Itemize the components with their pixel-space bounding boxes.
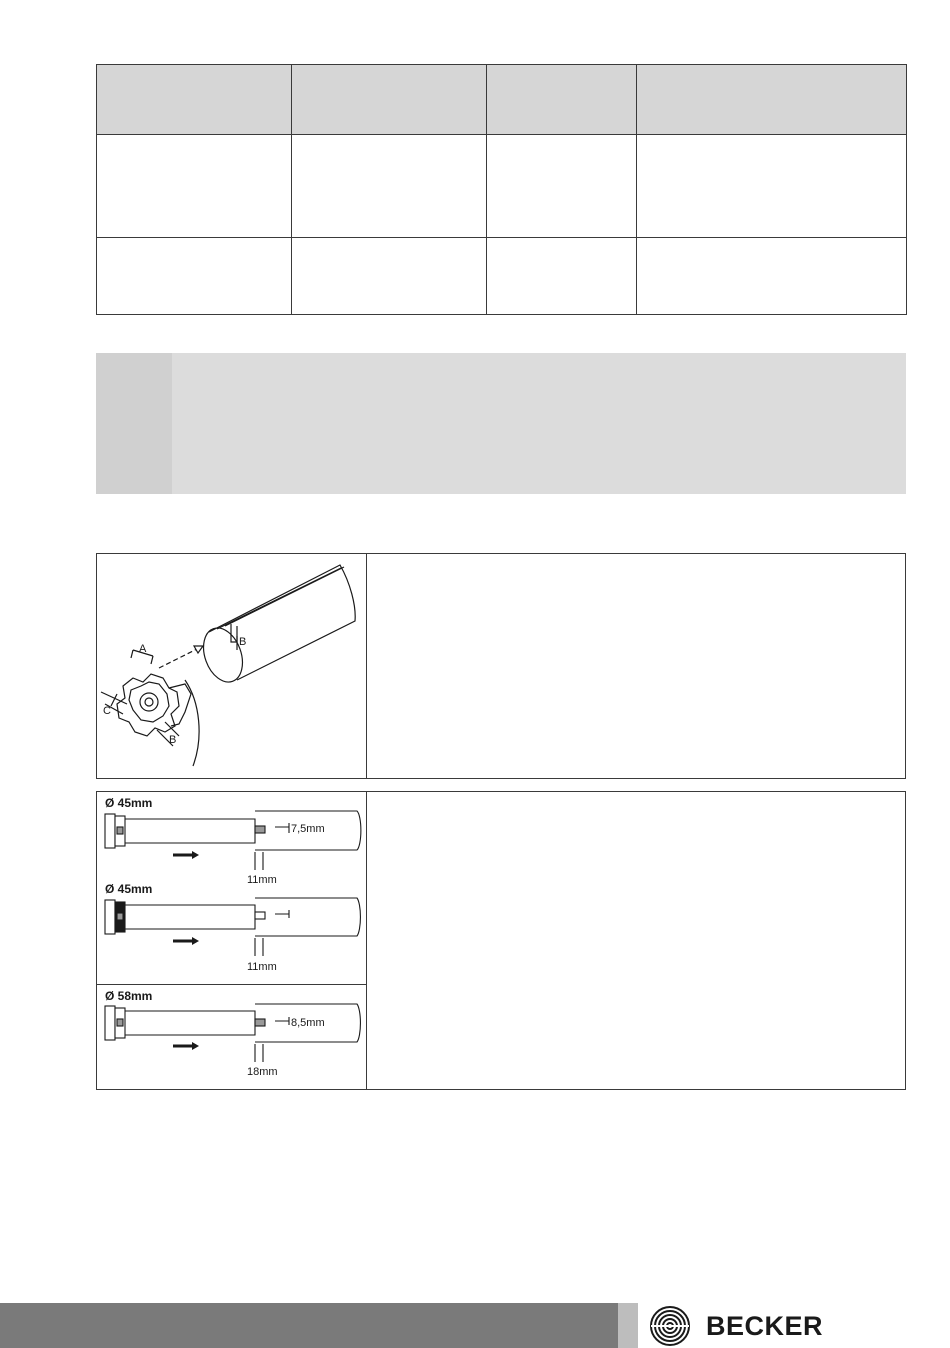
table-header-cell [97,65,292,135]
slot-dimension: 7,5mm [291,823,325,835]
label-a: A [139,643,147,655]
table-header-cell [487,65,637,135]
gap-dimension: 11mm [247,874,277,886]
table-header-cell [292,65,487,135]
box-divider [366,792,367,1089]
table-cell [97,135,292,238]
table-cell [487,135,637,238]
table-header-row [97,65,907,135]
note-icon-gutter [96,353,172,494]
tube-diagram [105,796,361,886]
table-cell [487,238,637,315]
table-cell [292,238,487,315]
table-cell [637,238,907,315]
table-header-cell [637,65,907,135]
brand-name: BECKER [706,1311,824,1341]
gap-dimension: 11mm [247,961,277,973]
slot-dimension: 8,5mm [291,1017,325,1029]
tube-diameter-label: Ø 45mm [105,882,153,896]
tube-diagram [105,882,360,973]
adapter-figure-box [96,553,906,779]
tube-insertion-diagrams [97,792,366,1089]
table-row [97,238,907,315]
tube-diameter-label: Ø 58mm [105,989,153,1003]
footer-separator [618,1303,638,1348]
table-cell [97,238,292,315]
gap-dimension: 18mm [247,1066,278,1078]
tube-diagram [105,989,360,1078]
tube-dimension-figure-box [96,791,906,1090]
label-c: C [103,705,111,717]
table-cell [292,135,487,238]
adapter-tube-illustration [97,554,366,778]
tube-diameter-label: Ø 45mm [105,796,153,810]
becker-logo-icon [648,1305,692,1347]
table-row [97,135,907,238]
box-divider [366,554,367,778]
label-b: B [169,734,177,746]
table-cell [637,135,907,238]
specification-table [96,64,907,315]
label-b-tube: B [239,636,247,648]
note-box [96,353,906,494]
footer-bar [0,1303,618,1348]
